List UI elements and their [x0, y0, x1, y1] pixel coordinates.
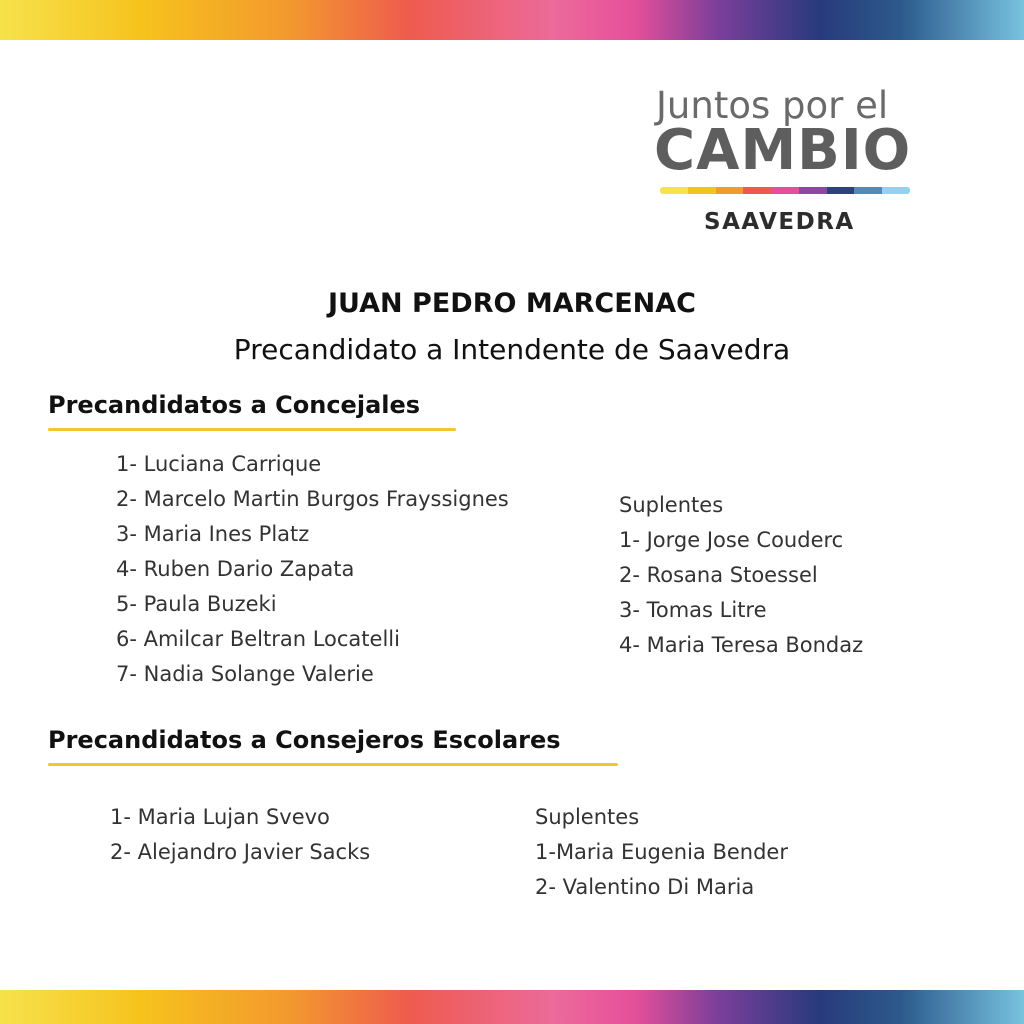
candidate-role: Precandidato a Intendente de Saavedra	[233, 333, 791, 366]
logo-line-1: Juntos por el	[656, 84, 889, 127]
stripe-segment	[882, 187, 910, 194]
section-underline-consejeros	[48, 763, 618, 766]
concejales-titulares-list	[116, 447, 509, 692]
list-item: 2- Alejandro Javier Sacks	[110, 840, 371, 864]
stripe-segment	[716, 187, 744, 194]
list-item: 6- Amilcar Beltran Locatelli	[116, 627, 400, 651]
list-item: 1- Maria Lujan Svevo	[110, 805, 330, 829]
list-item: 7- Nadia Solange Valerie	[116, 662, 374, 686]
stripe-segment	[743, 187, 771, 194]
list-item: 1- Jorge Jose Couderc	[619, 528, 844, 552]
rainbow-top-bar	[0, 0, 1024, 40]
logo-line-2: CAMBIO	[654, 118, 912, 183]
list-item: 2- Rosana Stoessel	[619, 563, 818, 587]
consejeros-suplentes-list	[535, 800, 788, 905]
suplentes-label: Suplentes	[535, 805, 640, 829]
stripe-segment	[771, 187, 799, 194]
list-item: 4- Maria Teresa Bondaz	[619, 633, 864, 657]
list-item: 5- Paula Buzeki	[116, 592, 277, 616]
list-item: 1-Maria Eugenia Bender	[535, 840, 788, 864]
stripe-segment	[688, 187, 716, 194]
list-item: 2- Valentino Di Maria	[535, 875, 755, 899]
list-item: 3- Maria Ines Platz	[116, 522, 310, 546]
list-item: 3- Tomas Litre	[619, 598, 767, 622]
logo-line-3: SAAVEDRA	[704, 209, 855, 235]
concejales-suplentes-list	[619, 488, 863, 663]
section-underline-concejales	[48, 428, 456, 431]
stripe-segment	[660, 187, 688, 194]
list-item: 1- Luciana Carrique	[116, 452, 322, 476]
stripe-segment	[827, 187, 855, 194]
logo-color-stripe	[660, 187, 910, 194]
rainbow-bottom-bar	[0, 990, 1024, 1024]
consejeros-titulares-list	[110, 800, 370, 870]
candidate-name: JUAN PEDRO MARCENAC	[328, 288, 696, 319]
stripe-segment	[854, 187, 882, 194]
stripe-segment	[799, 187, 827, 194]
list-item: 4- Ruben Dario Zapata	[116, 557, 355, 581]
section-title-concejales: Precandidatos a Concejales	[48, 391, 421, 419]
section-title-consejeros: Precandidatos a Consejeros Escolares	[48, 726, 561, 754]
suplentes-label: Suplentes	[619, 493, 724, 517]
list-item: 2- Marcelo Martin Burgos Frayssignes	[116, 487, 509, 511]
